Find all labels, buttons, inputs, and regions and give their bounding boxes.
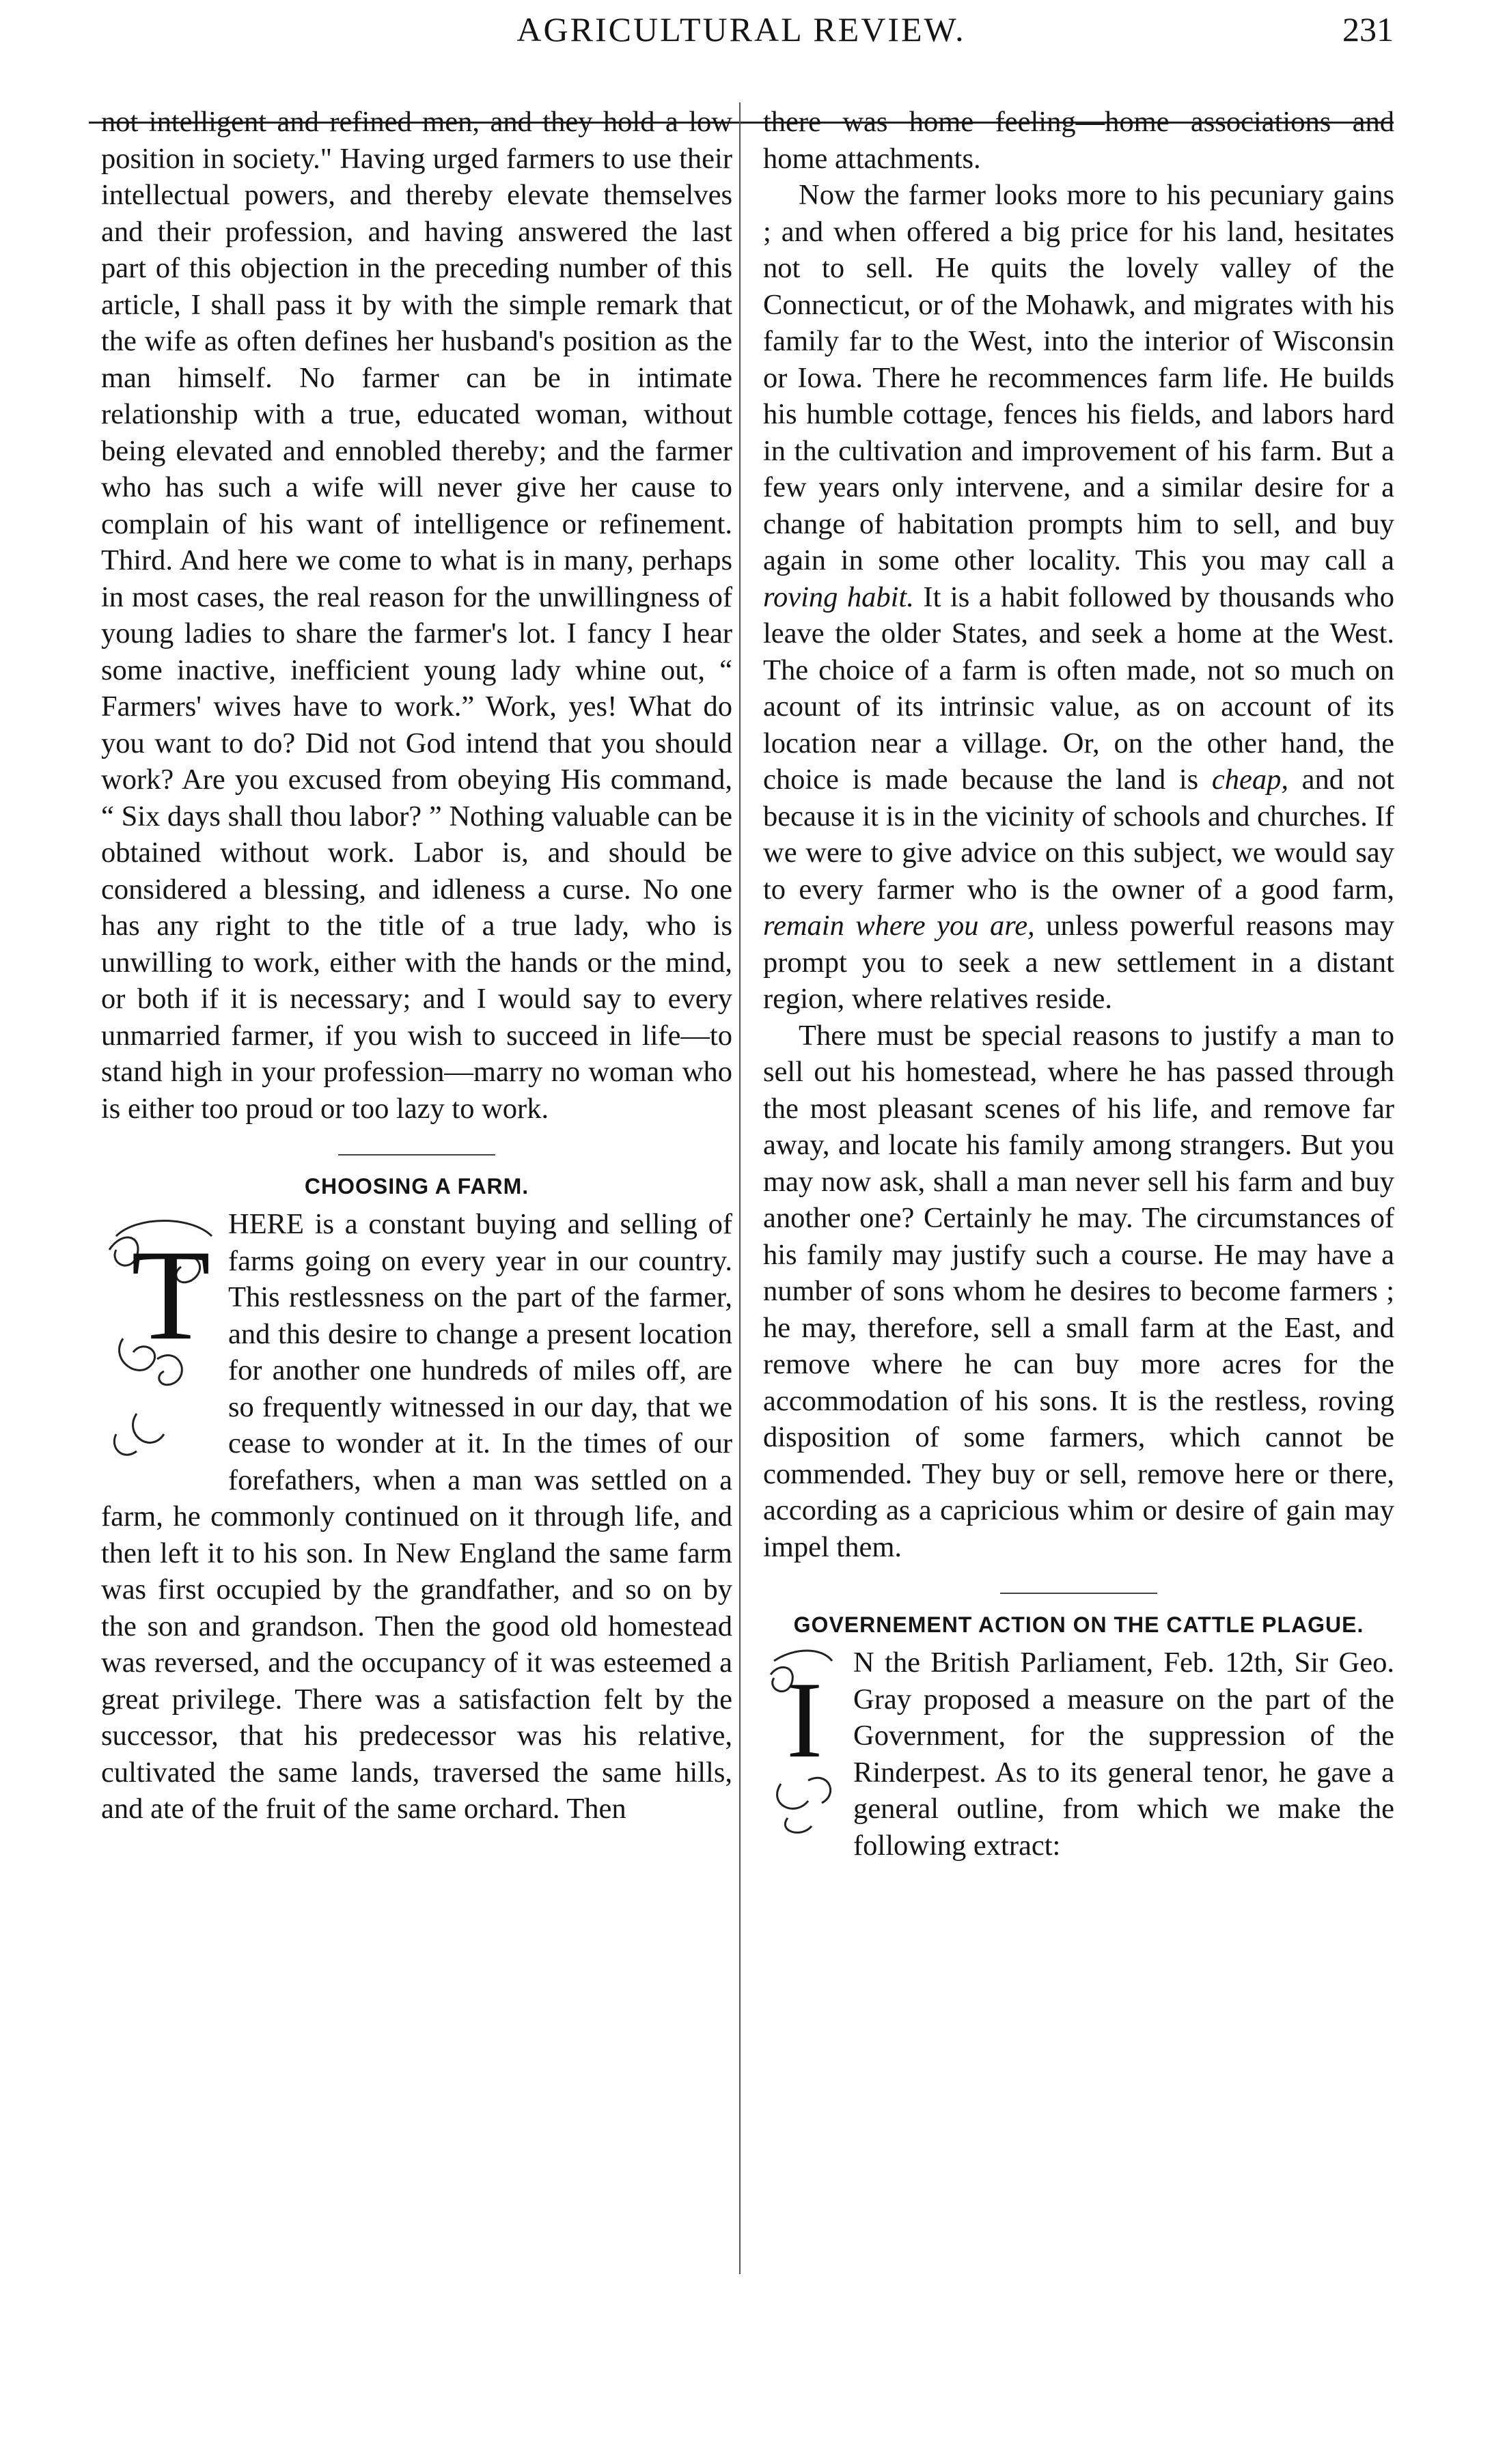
section-divider [1000,1593,1157,1594]
svg-text:T: T [131,1224,211,1367]
emphasis-roving-habit: roving habit. [763,580,914,613]
emphasis-cheap: cheap, [1211,764,1288,796]
column-separator [739,102,741,2274]
running-header [89,10,1394,64]
dropcap-ornament-icon [96,1209,217,1468]
journal-title: AGRICULTURAL REVIEW. [516,10,966,48]
section-title-choosing-a-farm: CHOOSING A FARM. [304,1174,529,1199]
section-divider [338,1154,495,1156]
ornamental-dropcap-t [96,1209,217,1468]
svg-text:I: I [786,1659,823,1780]
paragraph-special-reasons: There must be special reasons to justify a man to sell out his homestead, where he has passed through the most pleasant scenes of his life, and remove far away, and locate his family among strangers. But you may now ask, shall a man never sell his farm and buy another one? Certainly he may. The circumstances of his family may justify such a course. He may have a number of sons whom he desires to become farmers ; he may, therefore, sell a small farm at the East, and remove where he can buy more acres for the accommodation of his sons. It is the restless, roving disposition of some farmers, which cannot be commended. They buy or sell, remove here or there, according as a capricious whim or desire of gain may impel them. [763,1019,1394,1563]
paragraph-choosing-farm: is a constant buying and selling of farms going on every year in our country. This restlessness on the part of the farmer, and this desire to change a present location for another one hundreds of miles off, are so frequently witnessed in our day, that we cease to wonder at it. In the times of our forefathers, when a man was settled on a farm, he commonly continued on it through life, and then left it to his son. In New England the same farm was first occupied by the grandfather, and so on by the son and grandson. Then the good old homestead was reversed, and the occupancy of it was esteemed a great privilege. There was a satisfaction felt by the successor, that his predecessor was his relative, cultivated the same lands, traversed the same hills, and ate of the fruit of the same orchard. Then [101,1208,732,1825]
ornamental-dropcap-i [760,1647,842,1838]
emphasis-remain: remain where you are, [763,910,1035,942]
paragraph-british-parliament: N the British Parliament, Feb. 12th, Sir Geo. Gray proposed a measure on the part of the Government, for the suppression of the Rinderpest. As to its general tenor, he gave a general outline, from which we make the following extract: [853,1647,1394,1862]
page-number: 231 [1342,10,1394,48]
paragraph-continued: not intelligent and refined men, and they hold a low position in society." Having urged farmers to use their intellectual powers, and thereby elevate themselves and their profession, and having answered the last part of this objection in the preceding number of this article, I shall pass it by with the simple remark that the wife as often defines her husband's position as the man himself. No farmer can be in intimate relationship with a true, educated woman, without being elevated and ennobled thereby; and the farmer who has such a wife will never give her cause to complain of his want of intelligence or refinement. Third. And here we come to what is in many, perhaps in most cases, the real reason for the unwillingness of young ladies to share the farmer's lot. I fancy I hear some inactive, inefficient young lady whine out, “ Farmers' wives have to work.” Work, yes! What do you want to do? Did not God intend that you should work? Are you excused from obeying His command, “ Six days shall thou labor? ” Nothing valuable can be obtained without work. Labor is, and should be considered a blessing, and idleness a curse. No one has any right to the title of a true lady, who is unwilling to work, either with the hands or the mind, or both if it is necessary; and I would say to every unmarried farmer, if you wish to succeed in life—to stand high in your profession—marry no woman who is either too proud or too lazy to work. [101,106,732,1125]
left-column [101,104,732,1828]
paragraph-home-feeling: there was home feeling—home associations and home attachments. [763,106,1394,175]
section-title-cattle-plague: GOVERNEMENT ACTION ON THE CATTLE PLAGUE. [793,1612,1364,1637]
right-column [763,104,1394,1864]
paragraph-pecuniary-gains: Now the farmer looks more to his pecuniary gains ; and when offered a big price for his land, hesitates not to sell. He quits the lovely valley of the Connecticut, or of the Mohawk, and migrates with his family far to the West, into the interior of Wisconsin or Iowa. There he recommences farm life. He builds his humble cottage, fences his fields, and labors hard in the cultivation and improvement of his farm. But a few years only intervene, and a similar desire for a change of habitation prompts him to sell, and buy again in some other locality. This you may call a roving habit. It is a habit followed by thousands who leave the older States, and seek a home at the West. The choice of a farm is often made, not so much on acount of its intrinsic value, as on account of its location near a village. Or, on the other hand, the choice is made because the land is cheap, and not because it is in the vicinity of schools and churches. If we were to give advice on this subject, we would say to every farmer who is the owner of a good farm, remain where you are, unless powerful reasons may prompt you to seek a new settlement in a distant region, where relatives reside. [763,179,1395,1015]
dropcap-ornament-icon [760,1647,842,1838]
lead-word: HERE [228,1208,304,1240]
